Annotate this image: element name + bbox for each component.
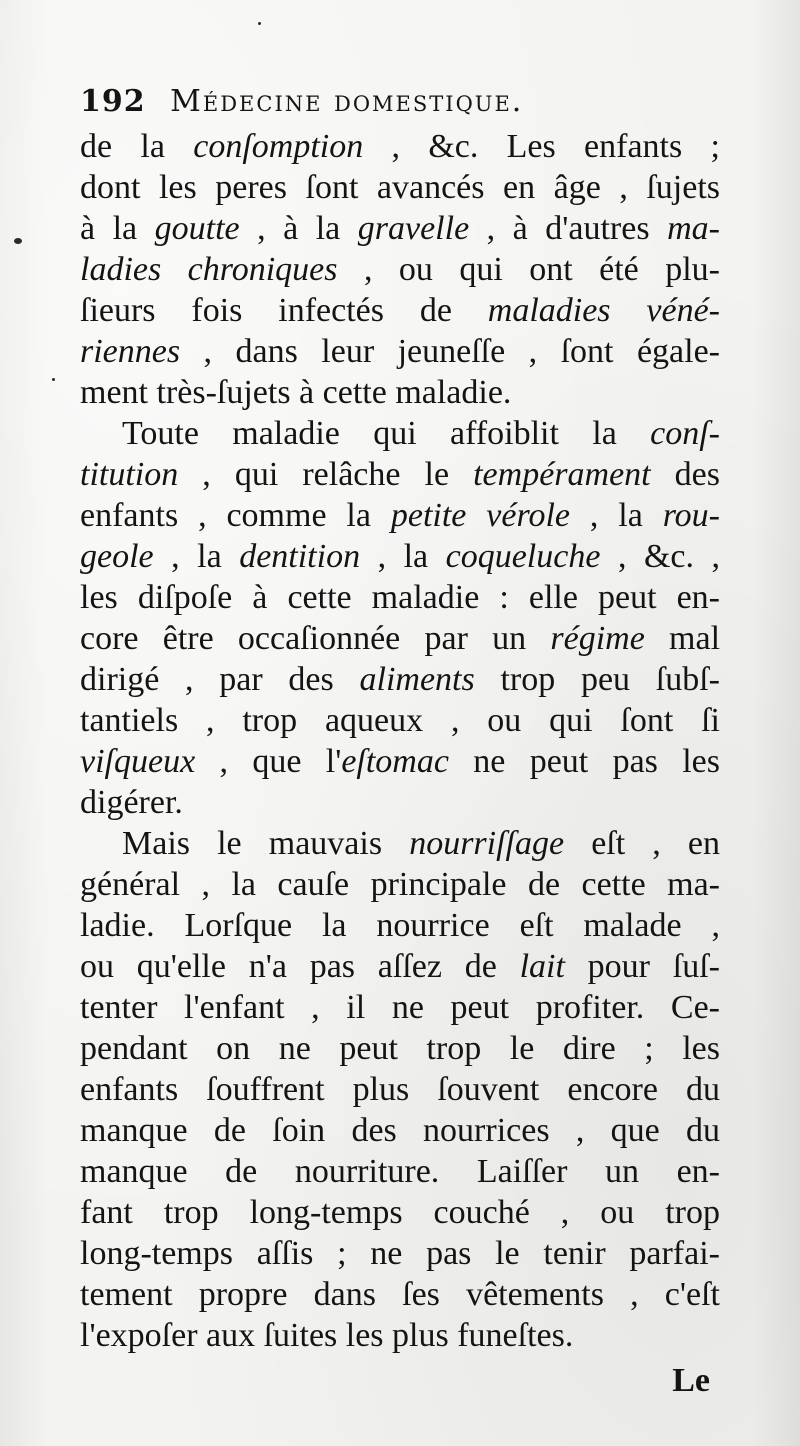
text-run: ne peut pas les xyxy=(448,743,720,780)
italic-term: nourriſſage xyxy=(409,825,565,862)
text-line xyxy=(80,290,720,331)
text-line xyxy=(80,1315,720,1356)
italic-term: lait xyxy=(519,948,565,985)
italic-term: ladies chroniques xyxy=(80,251,338,288)
text-line xyxy=(80,1151,720,1192)
text-run: enfants ſouffrent plus ſouvent encore du xyxy=(80,1071,720,1108)
catchword: Le xyxy=(672,1362,710,1399)
text-line xyxy=(80,208,720,249)
body-text xyxy=(80,126,720,1356)
italic-term: gravelle xyxy=(357,210,470,247)
italic-term: riennes xyxy=(80,333,181,370)
text-run: ſieurs fois infectés de xyxy=(80,292,488,329)
text-line xyxy=(80,741,720,782)
italic-term: viſqueux xyxy=(80,743,196,780)
text-run: , ou qui ont été plu- xyxy=(337,251,720,288)
text-run: pour ſuſ- xyxy=(564,948,720,985)
text-line xyxy=(80,1192,720,1233)
italic-term: ma- xyxy=(667,210,720,247)
text-line xyxy=(80,905,720,946)
text-run: fant trop long-temps couché , ou trop xyxy=(80,1194,720,1231)
text-run: , que l' xyxy=(195,743,342,780)
text-run: des xyxy=(650,456,720,493)
text-run: eſt , en xyxy=(564,825,721,862)
text-run: core être occaſionnée par un xyxy=(80,620,551,657)
italic-term: aliments xyxy=(359,661,475,698)
text-run: à la xyxy=(80,210,155,247)
italic-term: petite vérole xyxy=(390,497,570,534)
text-run: dont les peres ſont avancés en âge , ſujets xyxy=(80,169,720,206)
text-run: , dans leur jeuneſſe , ſont égale- xyxy=(180,333,720,370)
running-header xyxy=(80,82,720,122)
italic-term: tempérament xyxy=(473,456,651,493)
text-line xyxy=(80,618,720,659)
italic-term: coqueluche xyxy=(445,538,601,575)
text-line xyxy=(80,1233,720,1274)
text-line xyxy=(80,1028,720,1069)
text-run: Toute maladie qui affoiblit la xyxy=(122,415,651,452)
text-run: digérer. xyxy=(80,784,183,821)
text-line xyxy=(80,536,720,577)
ink-speck xyxy=(258,22,261,25)
text-run: long-temps aſſis ; ne pas le tenir parfai- xyxy=(80,1235,720,1272)
ink-speck xyxy=(14,238,22,244)
text-run: mal xyxy=(644,620,721,657)
text-run: enfants , comme la xyxy=(80,497,391,534)
ink-speck xyxy=(52,378,55,381)
text-run: général , la cauſe principale de cette ma- xyxy=(80,866,720,903)
italic-term: goutte xyxy=(154,210,240,247)
text-run: ladie. Lorſque la nourrice eſt malade , xyxy=(80,907,720,944)
text-line xyxy=(80,167,720,208)
text-line xyxy=(80,126,720,167)
text-line xyxy=(80,659,720,700)
italic-term: conſ- xyxy=(650,415,720,452)
text-line xyxy=(80,577,720,618)
text-run: , la xyxy=(360,538,446,575)
text-line xyxy=(80,331,720,372)
italic-term: rou- xyxy=(662,497,720,534)
text-run: ou qu'elle n'a pas aſſez de xyxy=(80,948,520,985)
text-run: , &c. Les enfants ; xyxy=(363,128,720,165)
text-run: l'expoſer aux ſuites les plus funeſtes. xyxy=(80,1317,574,1354)
text-line xyxy=(80,1274,720,1315)
text-line xyxy=(80,372,720,413)
italic-term: titution xyxy=(80,456,179,493)
running-title: Médecine domestique. xyxy=(170,84,524,119)
italic-term: maladies véné- xyxy=(487,292,720,329)
text-line xyxy=(80,946,720,987)
text-run: , &c. , xyxy=(600,538,720,575)
text-line xyxy=(80,249,720,290)
text-run: , à d'autres xyxy=(469,210,668,247)
page-number: 192 xyxy=(80,84,146,119)
text-line xyxy=(80,413,720,454)
italic-term: geole xyxy=(80,538,154,575)
text-run: de la xyxy=(80,128,194,165)
text-run: tantiels , trop aqueux , ou qui ſont ſi xyxy=(80,702,720,739)
text-line xyxy=(80,1069,720,1110)
text-run: manque de ſoin des nourrices , que du xyxy=(80,1112,720,1149)
text-run: Mais le mauvais xyxy=(122,825,410,862)
text-run: tement propre dans ſes vêtements , c'eſt xyxy=(80,1276,720,1313)
text-line xyxy=(80,782,720,823)
text-line xyxy=(80,495,720,536)
text-line xyxy=(80,823,720,864)
italic-term: dentition xyxy=(239,538,361,575)
text-run: , la xyxy=(153,538,240,575)
text-line xyxy=(80,700,720,741)
text-line xyxy=(80,864,720,905)
text-line xyxy=(80,987,720,1028)
text-run: tenter l'enfant , il ne peut profiter. Ce- xyxy=(80,989,720,1026)
text-line xyxy=(80,454,720,495)
text-run: manque de nourriture. Laiſſer un en- xyxy=(80,1153,720,1190)
text-run: , à la xyxy=(239,210,358,247)
text-run: , qui relâche le xyxy=(178,456,474,493)
italic-term: conſomption xyxy=(193,128,364,165)
text-run: , la xyxy=(569,497,663,534)
text-line xyxy=(80,1110,720,1151)
italic-term: eſtomac xyxy=(341,743,449,780)
italic-term: régime xyxy=(550,620,645,657)
text-run: dirigé , par des xyxy=(80,661,360,698)
text-run: ment très-ſujets à cette maladie. xyxy=(80,374,512,411)
text-run: les diſpoſe à cette maladie : elle peut en- xyxy=(80,579,720,616)
text-run: pendant on ne peut trop le dire ; les xyxy=(80,1030,720,1067)
text-run: trop peu ſubſ- xyxy=(474,661,721,698)
